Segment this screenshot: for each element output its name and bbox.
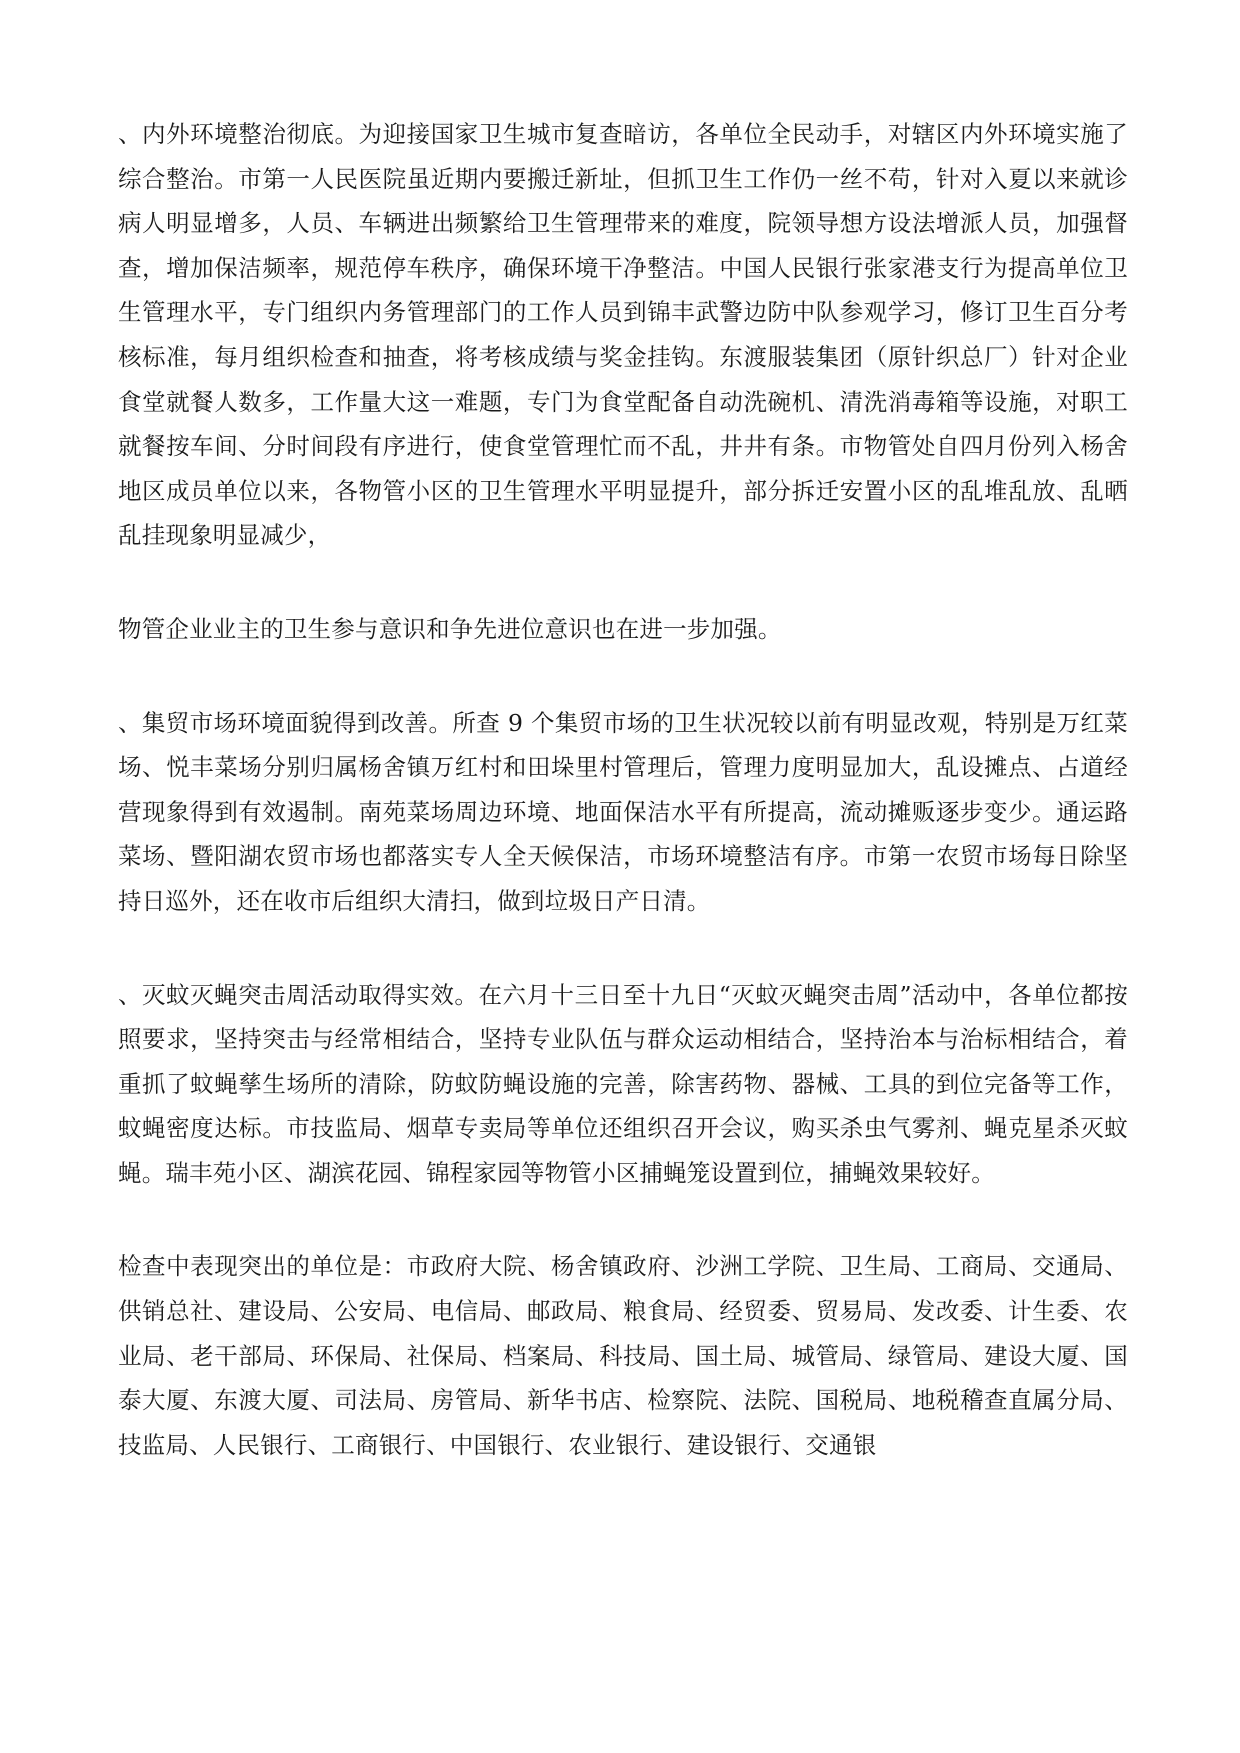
paragraph-market-environment: 、集贸市场环境面貌得到改善。所查 9 个集贸市场的卫生状况较以前有明显改观，特别是万红菜场、悦丰菜场分别归属杨舍镇万红村和田垛里村管理后，管理力度明显加大，乱设摊点、占道经营现象得到有效遏制。南苑菜场周边环境、地面保洁水平有所提高，流动摊贩逐步变少。通运路菜场、暨阳湖农贸市场也都落实专人全天候保洁，市场环境整洁有序。市第一农贸市场每日除坚持日巡外，还在收市后组织大清扫，做到垃圾日产日清。	[118, 708, 1128, 915]
document-body	[118, 112, 1128, 1467]
paragraph-outstanding-units: 检查中表现突出的单位是：市政府大院、杨舍镇政府、沙洲工学院、卫生局、工商局、交通局、供销总社、建设局、公安局、电信局、邮政局、粮食局、经贸委、贸易局、发改委、计生委、农业局、老干部局、环保局、社保局、档案局、科技局、国土局、城管局、绿管局、建设大厦、国泰大厦、东渡大厦、司法局、房管局、新华书店、检察院、法院、国税局、地税稽查直属分局、技监局、人民银行、工商银行、中国银行、农业银行、建设银行、交通银	[118, 1252, 1128, 1459]
paragraph-environment-rectification: 、内外环境整治彻底。为迎接国家卫生城市复查暗访，各单位全民动手，对辖区内外环境实施了综合整治。市第一人民医院虽近期内要搬迁新址，但抓卫生工作仍一丝不苟，针对入夏以来就诊病人明显增多，人员、车辆进出频繁给卫生管理带来的难度，院领导想方设法增派人员，加强督查，增加保洁频率，规范停车秩序，确保环境干净整洁。中国人民银行张家港支行为提高单位卫生管理水平，专门组织内务管理部门的工作人员到锦丰武警边防中队参观学习，修订卫生百分考核标准，每月组织检查和抽查，将考核成绩与奖金挂钩。东渡服装集团（原针织总厂）针对企业食堂就餐人数多，工作量大这一难题，专门为食堂配备自动洗碗机、清洗消毒箱等设施，对职工就餐按车间、分时间段有序进行，使食堂管理忙而不乱，井井有条。市物管处自四月份列入杨舍地区成员单位以来，各物管小区的卫生管理水平明显提升，部分拆迁安置小区的乱堆乱放、乱晒乱挂现象明显减少，	[118, 120, 1128, 550]
paragraph-property-owners: 物管企业业主的卫生参与意识和争先进位意识也在进一步加强。	[118, 614, 782, 643]
paragraph-mosquito-fly-campaign: 、灭蚊灭蝇突击周活动取得实效。在六月十三日至十九日“灭蚊灭蝇突击周”活动中，各单位都按照要求，坚持突击与经常相结合，坚持专业队伍与群众运动相结合，坚持治本与治标相结合，着重抓了蚊蝇孳生场所的清除，防蚊防蝇设施的完善，除害药物、器械、工具的到位完备等工作，蚊蝇密度达标。市技监局、烟草专卖局等单位还组织召开会议，购买杀虫气雾剂、蝇克星杀灭蚊蝇。瑞丰苑小区、湖滨花园、锦程家园等物管小区捕蝇笼设置到位，捕蝇效果较好。	[118, 980, 1128, 1187]
